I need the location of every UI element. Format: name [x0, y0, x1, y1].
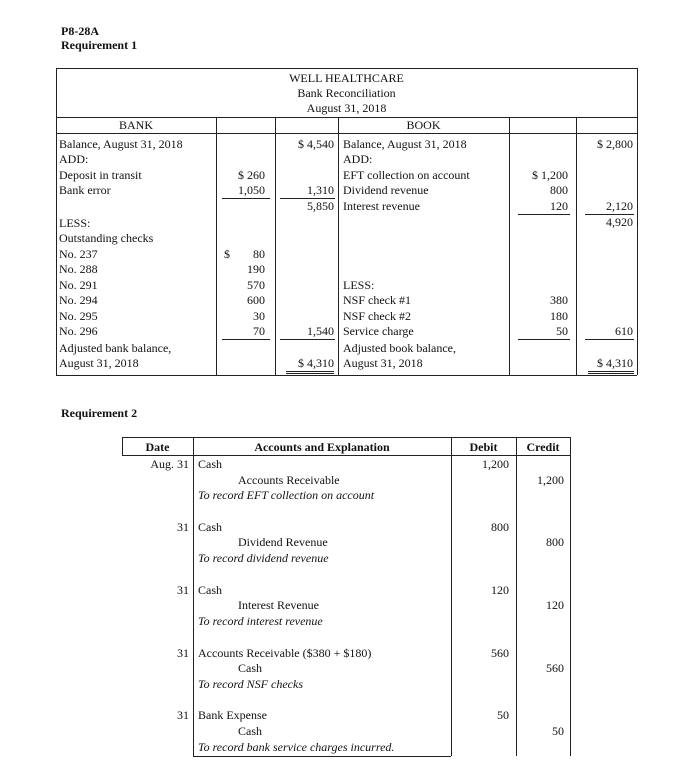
book-less-label: LESS:: [343, 278, 375, 292]
dividend-revenue-amount: 800: [550, 183, 568, 197]
journal-entry-3-credit: 120: [546, 598, 564, 612]
bank-header: BANK: [118, 118, 153, 132]
journal-entry-2-credit-account: Dividend Revenue: [238, 535, 328, 549]
book-header: BOOK: [406, 118, 441, 132]
journal-entry-5-debit-account: Bank Expense: [198, 708, 267, 722]
check-dollar-sign: $: [224, 247, 230, 261]
check-291-amount: 570: [247, 278, 265, 292]
outstanding-checks-label: Outstanding checks: [59, 231, 154, 245]
bank-error-amount: 1,050: [238, 183, 265, 197]
journal-entry-3-credit-account: Interest Revenue: [238, 598, 319, 612]
service-charge-label: Service charge: [343, 324, 414, 338]
journal-entry-1-debit: 1,200: [482, 457, 509, 471]
interest-revenue-amount: 120: [550, 199, 568, 213]
requirement-2-heading: Requirement 2: [61, 406, 138, 420]
journal-entry-2-debit: 800: [491, 520, 509, 534]
book-add-label: ADD:: [343, 152, 373, 166]
interest-revenue-label: Interest revenue: [343, 199, 420, 213]
journal-entry-5-date: 31: [177, 708, 189, 722]
nsf-check-2-amount: 180: [550, 309, 568, 323]
check-288-label: No. 288: [59, 262, 98, 276]
eft-collection-label: EFT collection on account: [343, 168, 470, 182]
journal-entry-5-explanation: To record bank service charges incurred.: [198, 740, 395, 754]
check-295-amount: 30: [253, 309, 265, 323]
dividend-revenue-label: Dividend revenue: [343, 183, 429, 197]
adjusted-book-label-1: Adjusted book balance,: [343, 341, 456, 355]
bank-add-label: ADD:: [59, 152, 89, 166]
deposit-in-transit-amount: $ 260: [238, 168, 265, 182]
adjusted-book-label-2: August 31, 2018: [343, 356, 423, 370]
company-name: WELL HEALTHCARE: [289, 71, 404, 85]
journal-entry-5-credit-account: Cash: [238, 724, 262, 738]
adjusted-book-balance: $ 4,310: [597, 356, 633, 370]
journal-entry-1-debit-account: Cash: [198, 457, 222, 471]
journal-entry-5-credit: 50: [552, 724, 564, 738]
check-296-label: No. 296: [59, 324, 98, 338]
report-date: August 31, 2018: [306, 101, 387, 115]
journal-entry-2-debit-account: Cash: [198, 520, 222, 534]
bank-add-total: 1,310: [307, 183, 334, 197]
adjusted-bank-label-2: August 31, 2018: [59, 356, 139, 370]
journal-entry-1-explanation: To record EFT collection on account: [198, 488, 375, 502]
journal-entry-4-debit: 560: [491, 646, 509, 660]
journal-accounts-header: Accounts and Explanation: [254, 440, 390, 454]
book-subtotal: 4,920: [606, 215, 633, 229]
check-294-label: No. 294: [59, 293, 98, 307]
check-295-label: No. 295: [59, 309, 98, 323]
report-title: Bank Reconciliation: [297, 86, 396, 100]
journal-entry-2-credit: 800: [546, 535, 564, 549]
journal-entry-5-debit: 50: [497, 708, 509, 722]
book-balance-label: Balance, August 31, 2018: [343, 137, 467, 151]
journal-debit-header: Debit: [469, 440, 498, 454]
journal-entry-1-credit: 1,200: [537, 473, 564, 487]
bank-subtotal: 5,850: [307, 199, 334, 213]
service-charge-amount: 50: [556, 324, 568, 338]
journal-entry-3-debit-account: Cash: [198, 583, 222, 597]
adjusted-bank-label-1: Adjusted bank balance,: [59, 341, 172, 355]
eft-collection-amount: $ 1,200: [532, 168, 568, 182]
journal-entry-3-explanation: To record interest revenue: [198, 614, 323, 628]
journal-entry-3-debit: 120: [491, 583, 509, 597]
bank-balance-amount: $ 4,540: [298, 137, 334, 151]
journal-entry-3-date: 31: [177, 583, 189, 597]
requirement-1-heading: Requirement 1: [61, 38, 138, 52]
adjusted-bank-balance: $ 4,310: [298, 356, 334, 370]
journal-entry-2-explanation: To record dividend revenue: [198, 551, 329, 565]
journal-entry-4-credit-account: Cash: [238, 661, 262, 675]
bank-error-label: Bank error: [59, 183, 111, 197]
problem-id: P8-28A: [61, 24, 99, 38]
nsf-check-2-label: NSF check #2: [343, 309, 411, 323]
bank-balance-label: Balance, August 31, 2018: [59, 137, 183, 151]
nsf-check-1-label: NSF check #1: [343, 293, 411, 307]
deposit-in-transit-label: Deposit in transit: [59, 168, 142, 182]
journal-entry-4-date: 31: [177, 646, 189, 660]
bank-less-label: LESS:: [59, 216, 91, 230]
journal-entry-4-debit-account: Accounts Receivable ($380 + $180): [198, 646, 372, 660]
journal-date-header: Date: [145, 440, 170, 454]
bank-less-total: 1,540: [307, 324, 334, 338]
journal-credit-header: Credit: [526, 440, 560, 454]
journal-entry-2-date: 31: [177, 520, 189, 534]
journal-entry-1-credit-account: Accounts Receivable: [238, 473, 340, 487]
nsf-check-1-amount: 380: [550, 293, 568, 307]
check-237-label: No. 237: [59, 247, 98, 261]
journal-entry-4-credit: 560: [546, 661, 564, 675]
check-296-amount: 70: [253, 324, 265, 338]
journal-entry-4-explanation: To record NSF checks: [198, 677, 303, 691]
check-291-label: No. 291: [59, 278, 98, 292]
check-237-amount: 80: [253, 247, 265, 261]
book-less-total: 610: [615, 324, 633, 338]
book-add-total: 2,120: [606, 199, 633, 213]
check-294-amount: 600: [247, 293, 265, 307]
journal-entry-1-date: Aug. 31: [150, 457, 189, 471]
check-288-amount: 190: [247, 262, 265, 276]
book-balance-amount: $ 2,800: [597, 137, 633, 151]
